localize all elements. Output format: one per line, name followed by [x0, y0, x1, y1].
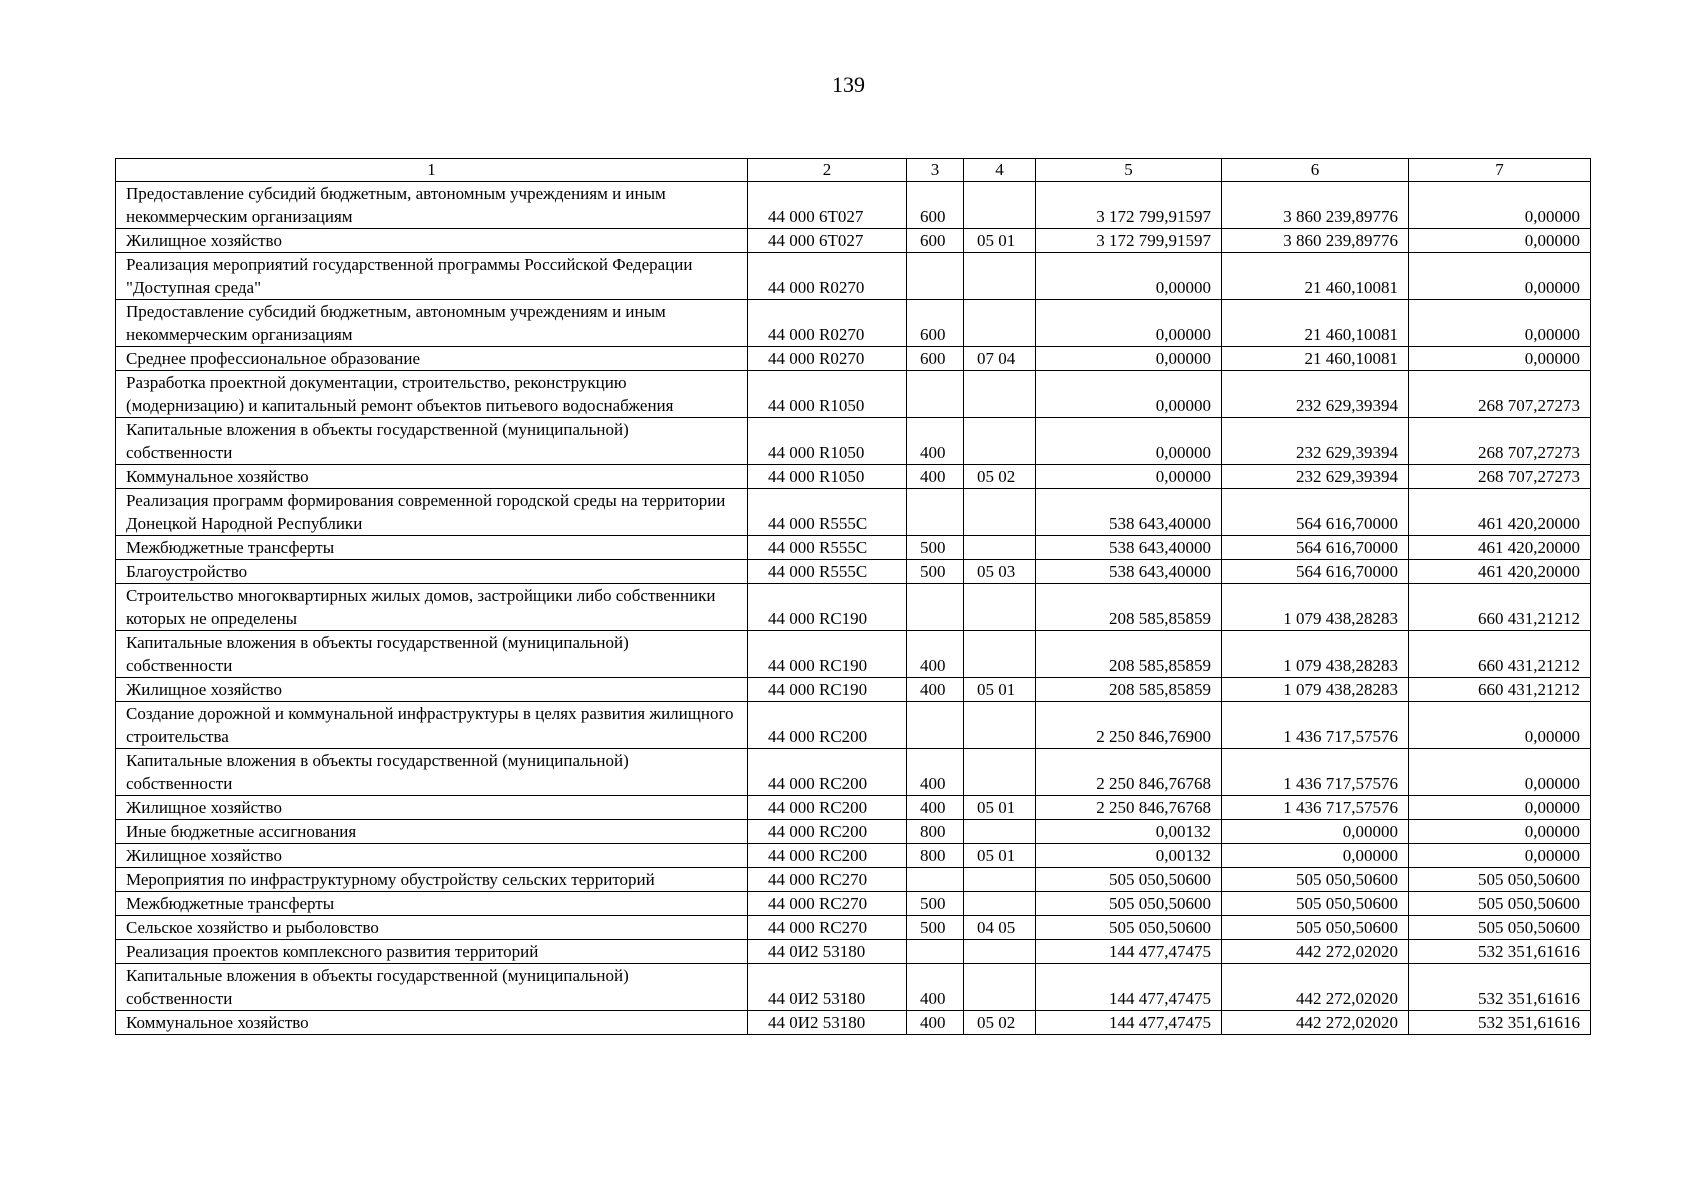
row-amount-col7: 660 431,21212 [1409, 631, 1591, 678]
row-description: Разработка проектной документации, строительство, реконструкцию (модернизацию) и капитальный ремонт объектов питьевого водоснабжения [116, 371, 748, 418]
column-header: 5 [1036, 159, 1222, 182]
row-amount-col7: 0,00000 [1409, 820, 1591, 844]
row-target-code: 44 000 R1050 [748, 465, 907, 489]
row-amount-col7: 0,00000 [1409, 749, 1591, 796]
row-description: Реализация мероприятий государственной программы Российской Федерации "Доступная среда" [116, 253, 748, 300]
row-amount-col5: 0,00000 [1036, 371, 1222, 418]
row-target-code: 44 000 RC200 [748, 702, 907, 749]
row-expense-type: 400 [907, 418, 964, 465]
row-expense-type: 600 [907, 300, 964, 347]
row-section-code: 05 01 [964, 229, 1036, 253]
table-row [116, 229, 1591, 253]
row-description: Предоставление субсидий бюджетным, автономным учреждениям и иным некоммерческим организациям [116, 182, 748, 229]
row-section-code: 05 01 [964, 844, 1036, 868]
row-amount-col6: 505 050,50600 [1222, 868, 1409, 892]
row-amount-col5: 208 585,85859 [1036, 678, 1222, 702]
row-amount-col5: 208 585,85859 [1036, 584, 1222, 631]
row-amount-col5: 0,00000 [1036, 300, 1222, 347]
column-header: 4 [964, 159, 1036, 182]
row-amount-col6: 1 436 717,57576 [1222, 702, 1409, 749]
table-row [116, 371, 1591, 418]
row-expense-type: 400 [907, 749, 964, 796]
table-row [116, 347, 1591, 371]
table-row [116, 678, 1591, 702]
row-amount-col5: 0,00000 [1036, 465, 1222, 489]
row-amount-col7: 505 050,50600 [1409, 868, 1591, 892]
row-amount-col7: 532 351,61616 [1409, 964, 1591, 1011]
row-amount-col5: 2 250 846,76768 [1036, 749, 1222, 796]
row-amount-col7: 0,00000 [1409, 300, 1591, 347]
row-section-code [964, 940, 1036, 964]
row-description: Капитальные вложения в объекты государственной (муниципальной) собственности [116, 418, 748, 465]
row-description: Предоставление субсидий бюджетным, автономным учреждениям и иным некоммерческим организациям [116, 300, 748, 347]
row-amount-col7: 461 420,20000 [1409, 489, 1591, 536]
row-target-code: 44 000 R555C [748, 489, 907, 536]
row-amount-col7: 660 431,21212 [1409, 584, 1591, 631]
row-expense-type [907, 868, 964, 892]
row-section-code: 05 02 [964, 1011, 1036, 1035]
table-row [116, 253, 1591, 300]
row-amount-col5: 538 643,40000 [1036, 489, 1222, 536]
row-description: Капитальные вложения в объекты государственной (муниципальной) собственности [116, 631, 748, 678]
column-header: 7 [1409, 159, 1591, 182]
table-row [116, 749, 1591, 796]
row-description: Жилищное хозяйство [116, 678, 748, 702]
row-amount-col6: 0,00000 [1222, 820, 1409, 844]
row-amount-col6: 1 436 717,57576 [1222, 749, 1409, 796]
row-target-code: 44 000 RC200 [748, 844, 907, 868]
row-expense-type: 400 [907, 796, 964, 820]
row-amount-col7: 0,00000 [1409, 844, 1591, 868]
row-amount-col7: 505 050,50600 [1409, 916, 1591, 940]
row-amount-col7: 461 420,20000 [1409, 536, 1591, 560]
table-row [116, 1011, 1591, 1035]
row-expense-type [907, 584, 964, 631]
row-amount-col6: 442 272,02020 [1222, 964, 1409, 1011]
row-target-code: 44 000 RC270 [748, 892, 907, 916]
row-amount-col5: 0,00000 [1036, 253, 1222, 300]
row-amount-col6: 505 050,50600 [1222, 892, 1409, 916]
row-target-code: 44 000 R1050 [748, 371, 907, 418]
row-target-code: 44 000 R555C [748, 560, 907, 584]
row-target-code: 44 000 6Т027 [748, 182, 907, 229]
row-amount-col5: 0,00132 [1036, 844, 1222, 868]
row-description: Создание дорожной и коммунальной инфраструктуры в целях развития жилищного строительства [116, 702, 748, 749]
row-expense-type: 400 [907, 1011, 964, 1035]
row-amount-col5: 505 050,50600 [1036, 916, 1222, 940]
table-header [116, 159, 1591, 182]
row-amount-col6: 21 460,10081 [1222, 253, 1409, 300]
row-amount-col7: 0,00000 [1409, 347, 1591, 371]
budget-table [115, 158, 1591, 1035]
table-row [116, 820, 1591, 844]
table-row [116, 300, 1591, 347]
row-expense-type: 600 [907, 347, 964, 371]
row-amount-col6: 1 079 438,28283 [1222, 584, 1409, 631]
row-description: Благоустройство [116, 560, 748, 584]
row-amount-col6: 505 050,50600 [1222, 916, 1409, 940]
row-expense-type: 500 [907, 536, 964, 560]
row-section-code [964, 371, 1036, 418]
row-amount-col6: 232 629,39394 [1222, 418, 1409, 465]
row-section-code: 05 02 [964, 465, 1036, 489]
row-amount-col7: 461 420,20000 [1409, 560, 1591, 584]
row-amount-col6: 232 629,39394 [1222, 465, 1409, 489]
table-row [116, 584, 1591, 631]
row-description: Коммунальное хозяйство [116, 465, 748, 489]
table-body [116, 182, 1591, 1035]
table-row [116, 536, 1591, 560]
row-amount-col6: 0,00000 [1222, 844, 1409, 868]
row-description: Реализация проектов комплексного развития территорий [116, 940, 748, 964]
row-amount-col6: 3 860 239,89776 [1222, 229, 1409, 253]
row-target-code: 44 000 RC190 [748, 678, 907, 702]
row-expense-type: 800 [907, 820, 964, 844]
row-amount-col7: 532 351,61616 [1409, 1011, 1591, 1035]
table-row [116, 182, 1591, 229]
row-amount-col7: 0,00000 [1409, 229, 1591, 253]
row-expense-type: 400 [907, 678, 964, 702]
row-section-code: 05 01 [964, 678, 1036, 702]
row-description: Среднее профессиональное образование [116, 347, 748, 371]
row-description: Мероприятия по инфраструктурному обустройству сельских территорий [116, 868, 748, 892]
row-expense-type: 500 [907, 560, 964, 584]
row-description: Капитальные вложения в объекты государственной (муниципальной) собственности [116, 964, 748, 1011]
row-expense-type [907, 702, 964, 749]
row-amount-col7: 532 351,61616 [1409, 940, 1591, 964]
row-description: Жилищное хозяйство [116, 229, 748, 253]
row-expense-type [907, 489, 964, 536]
row-amount-col5: 505 050,50600 [1036, 868, 1222, 892]
row-amount-col7: 0,00000 [1409, 253, 1591, 300]
row-target-code: 44 000 R0270 [748, 347, 907, 371]
table-row [116, 964, 1591, 1011]
table-row [116, 844, 1591, 868]
column-header: 1 [116, 159, 748, 182]
table-row [116, 418, 1591, 465]
row-amount-col6: 442 272,02020 [1222, 1011, 1409, 1035]
row-target-code: 44 0И2 53180 [748, 964, 907, 1011]
row-expense-type: 400 [907, 631, 964, 678]
row-section-code: 05 01 [964, 796, 1036, 820]
row-section-code [964, 300, 1036, 347]
row-expense-type: 500 [907, 892, 964, 916]
row-amount-col5: 3 172 799,91597 [1036, 182, 1222, 229]
column-header: 3 [907, 159, 964, 182]
row-amount-col7: 0,00000 [1409, 182, 1591, 229]
row-amount-col6: 564 616,70000 [1222, 489, 1409, 536]
row-target-code: 44 000 RC200 [748, 749, 907, 796]
row-description: Иные бюджетные ассигнования [116, 820, 748, 844]
row-amount-col6: 442 272,02020 [1222, 940, 1409, 964]
row-amount-col5: 0,00000 [1036, 347, 1222, 371]
table-row [116, 631, 1591, 678]
row-amount-col6: 232 629,39394 [1222, 371, 1409, 418]
row-section-code [964, 253, 1036, 300]
row-amount-col6: 564 616,70000 [1222, 536, 1409, 560]
row-description: Коммунальное хозяйство [116, 1011, 748, 1035]
row-description: Капитальные вложения в объекты государственной (муниципальной) собственности [116, 749, 748, 796]
row-target-code: 44 000 RC200 [748, 820, 907, 844]
row-amount-col5: 505 050,50600 [1036, 892, 1222, 916]
row-amount-col5: 538 643,40000 [1036, 560, 1222, 584]
row-section-code [964, 749, 1036, 796]
row-expense-type [907, 371, 964, 418]
row-expense-type [907, 253, 964, 300]
row-target-code: 44 000 R0270 [748, 300, 907, 347]
table-row [116, 916, 1591, 940]
row-section-code [964, 631, 1036, 678]
row-amount-col7: 505 050,50600 [1409, 892, 1591, 916]
row-amount-col5: 2 250 846,76900 [1036, 702, 1222, 749]
row-amount-col6: 21 460,10081 [1222, 347, 1409, 371]
row-section-code [964, 182, 1036, 229]
row-amount-col7: 268 707,27273 [1409, 465, 1591, 489]
row-amount-col6: 1 079 438,28283 [1222, 631, 1409, 678]
row-section-code: 07 04 [964, 347, 1036, 371]
row-section-code [964, 418, 1036, 465]
row-target-code: 44 000 RC200 [748, 796, 907, 820]
row-expense-type [907, 940, 964, 964]
row-expense-type: 800 [907, 844, 964, 868]
row-expense-type: 400 [907, 964, 964, 1011]
column-header: 2 [748, 159, 907, 182]
row-section-code [964, 964, 1036, 1011]
row-expense-type: 500 [907, 916, 964, 940]
row-target-code: 44 000 RC190 [748, 584, 907, 631]
table-row [116, 940, 1591, 964]
table-row [116, 465, 1591, 489]
row-expense-type: 600 [907, 182, 964, 229]
row-section-code [964, 868, 1036, 892]
row-amount-col6: 1 436 717,57576 [1222, 796, 1409, 820]
row-amount-col5: 144 477,47475 [1036, 940, 1222, 964]
row-amount-col7: 660 431,21212 [1409, 678, 1591, 702]
table-row [116, 560, 1591, 584]
row-amount-col6: 1 079 438,28283 [1222, 678, 1409, 702]
row-section-code: 04 05 [964, 916, 1036, 940]
row-description: Жилищное хозяйство [116, 796, 748, 820]
row-amount-col5: 3 172 799,91597 [1036, 229, 1222, 253]
row-target-code: 44 000 RC270 [748, 916, 907, 940]
row-amount-col7: 268 707,27273 [1409, 418, 1591, 465]
row-amount-col5: 0,00132 [1036, 820, 1222, 844]
table-row [116, 868, 1591, 892]
row-section-code [964, 892, 1036, 916]
row-target-code: 44 000 R0270 [748, 253, 907, 300]
table-row [116, 892, 1591, 916]
row-section-code [964, 702, 1036, 749]
row-expense-type: 400 [907, 465, 964, 489]
row-target-code: 44 000 6Т027 [748, 229, 907, 253]
row-amount-col5: 144 477,47475 [1036, 1011, 1222, 1035]
row-section-code [964, 820, 1036, 844]
row-amount-col6: 564 616,70000 [1222, 560, 1409, 584]
row-target-code: 44 0И2 53180 [748, 940, 907, 964]
row-target-code: 44 0И2 53180 [748, 1011, 907, 1035]
row-section-code [964, 489, 1036, 536]
row-amount-col5: 538 643,40000 [1036, 536, 1222, 560]
row-target-code: 44 000 R555C [748, 536, 907, 560]
column-header: 6 [1222, 159, 1409, 182]
row-amount-col5: 2 250 846,76768 [1036, 796, 1222, 820]
row-description: Жилищное хозяйство [116, 844, 748, 868]
row-section-code: 05 03 [964, 560, 1036, 584]
row-amount-col7: 0,00000 [1409, 702, 1591, 749]
row-amount-col6: 3 860 239,89776 [1222, 182, 1409, 229]
row-amount-col7: 268 707,27273 [1409, 371, 1591, 418]
table-row [116, 702, 1591, 749]
row-amount-col5: 144 477,47475 [1036, 964, 1222, 1011]
row-section-code [964, 584, 1036, 631]
row-section-code [964, 536, 1036, 560]
row-expense-type: 600 [907, 229, 964, 253]
row-description: Реализация программ формирования современной городской среды на территории Донецкой Народной Республики [116, 489, 748, 536]
row-description: Строительство многоквартирных жилых домов, застройщики либо собственники которых не определены [116, 584, 748, 631]
page-number: 139 [832, 72, 865, 97]
row-target-code: 44 000 RC190 [748, 631, 907, 678]
row-target-code: 44 000 RC270 [748, 868, 907, 892]
row-description: Межбюджетные трансферты [116, 536, 748, 560]
row-amount-col5: 0,00000 [1036, 418, 1222, 465]
row-description: Сельское хозяйство и рыболовство [116, 916, 748, 940]
row-description: Межбюджетные трансферты [116, 892, 748, 916]
row-target-code: 44 000 R1050 [748, 418, 907, 465]
row-amount-col6: 21 460,10081 [1222, 300, 1409, 347]
table-row [116, 796, 1591, 820]
header-row [116, 159, 1591, 182]
row-amount-col5: 208 585,85859 [1036, 631, 1222, 678]
table-row [116, 489, 1591, 536]
row-amount-col7: 0,00000 [1409, 796, 1591, 820]
